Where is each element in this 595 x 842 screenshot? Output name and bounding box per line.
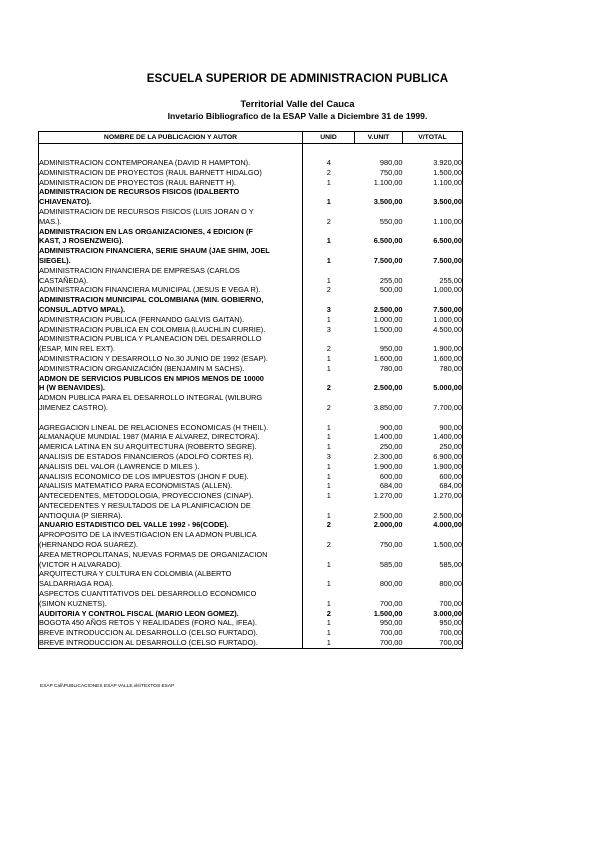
- publication-name-cell: ADMINISTRACION ORGANIZACIÓN (BENJAMIN M SACHS).: [39, 364, 303, 374]
- column-header-vunit: V.UNIT: [355, 132, 403, 144]
- publication-name-cell: ANALISIS DEL VALOR (LAWRENCE D MILES ).: [39, 462, 303, 472]
- publication-name-cell: (HERNANDO ROA SUAREZ).: [39, 540, 303, 550]
- table-row: [39, 491, 463, 501]
- vunit-cell: 3.500,00: [373, 197, 403, 207]
- publication-name-cell: ADMON PUBLICA PARA EL DESARROLLO INTEGRAL (WILBURG: [39, 393, 303, 403]
- publication-name-cell: ADMINISTRACION FINANCIERA MUNICIPAL (JESUS E VEGA R).: [39, 285, 303, 295]
- publication-name-cell: BOGOTA 450 AÑOS RETOS Y REALIDADES (FORO NAL, IFEA).: [39, 618, 303, 628]
- table-row: [39, 305, 463, 315]
- vtotal-cell: 950,00: [439, 618, 462, 628]
- vunit-cell: 3.850,00: [373, 402, 403, 412]
- table-row: [39, 599, 463, 609]
- publication-name-cell: ALMANAQUE MUNDIAL 1987 (MARIA E ALVAREZ, DIRECTORA).: [39, 432, 303, 442]
- publication-name-cell: ADMINISTRACION EN LAS ORGANIZACIONES, 4 EDICION (F: [39, 227, 303, 237]
- unid-cell: 1: [326, 255, 331, 265]
- unid-cell: [303, 227, 355, 237]
- vunit-cell: 2.000,00: [373, 520, 403, 530]
- vunit-cell: 1.600,00: [373, 353, 403, 363]
- publication-name-cell: BREVE INTRODUCCION AL DESARROLLO (CELSO FURTADO).: [39, 628, 303, 638]
- vunit-cell: 950,00: [379, 618, 403, 628]
- publication-name-cell: ADMINISTRACION DE RECURSOS FISICOS (IDALBERTO: [39, 187, 303, 197]
- table-row: [39, 462, 463, 472]
- vunit-cell: 1.400,00: [373, 432, 403, 442]
- unid-cell: 1: [326, 481, 331, 491]
- unid-cell: 2: [326, 216, 331, 226]
- publication-name-cell: AMERICA LATINA EN SU ARQUITECTURA (ROBERTO SEGRE).: [39, 442, 303, 452]
- vunit-cell: 2.300,00: [373, 451, 403, 461]
- vtotal-cell: [403, 334, 463, 344]
- vtotal-cell: 3.000,00: [433, 608, 462, 618]
- publication-name-cell: ADMINISTRACION DE PROYECTOS (RAUL BARNETT H).: [39, 178, 303, 188]
- vunit-cell: 255,00: [379, 275, 403, 285]
- vunit-cell: [355, 374, 403, 384]
- publication-name-cell: ADMINISTRACION Y DESARROLLO No.30 JUNIO DE 1992 (ESAP).: [39, 354, 303, 364]
- table-row: [39, 344, 463, 354]
- vunit-cell: 600,00: [379, 471, 403, 481]
- unid-cell: [303, 501, 355, 511]
- vtotal-cell: [403, 374, 463, 384]
- vunit-cell: 750,00: [379, 540, 403, 550]
- table-row: [39, 178, 463, 188]
- vunit-cell: [355, 227, 403, 237]
- vunit-cell: 1.000,00: [373, 314, 403, 324]
- table-row: [39, 569, 463, 579]
- vunit-cell: 700,00: [379, 638, 403, 648]
- table-row: [39, 168, 463, 178]
- publication-name-cell: ADMON DE SERVICIOS PUBLICOS EN MPIOS MENOS DE 10000: [39, 374, 303, 384]
- unid-cell: [303, 589, 355, 599]
- unid-cell: 1: [326, 314, 331, 324]
- vunit-cell: 2.500,00: [373, 383, 403, 393]
- table-row: [39, 364, 463, 374]
- publication-name-cell: ASPECTOS CUANTITATIVOS DEL DESARROLLO ECONOMICO: [39, 589, 303, 599]
- unid-cell: 1: [326, 197, 331, 207]
- table-row: [39, 481, 463, 491]
- unid-cell: 1: [326, 236, 331, 246]
- unid-cell: [303, 530, 355, 540]
- vunit-cell: [355, 187, 403, 197]
- publication-name-cell: ADMINISTRACION MUNICIPAL COLOMBIANA (MIN. GOBIERNO,: [39, 295, 303, 305]
- unid-cell: [303, 266, 355, 276]
- vtotal-cell: 1.100,00: [433, 216, 462, 226]
- vtotal-cell: 7.700,00: [433, 402, 462, 412]
- publication-name-cell: (VICTOR H ALVARADO).: [39, 560, 303, 570]
- unid-cell: 2: [326, 344, 331, 354]
- vunit-cell: [355, 589, 403, 599]
- vtotal-cell: 5.000,00: [433, 383, 462, 393]
- table-row: [39, 334, 463, 344]
- publication-name-cell: ADMINISTRACION PUBLICA (FERNANDO GALVIS GAITAN).: [39, 315, 303, 325]
- vunit-cell: 700,00: [379, 628, 403, 638]
- vtotal-cell: 3.920,00: [433, 158, 462, 167]
- vunit-cell: [355, 501, 403, 511]
- vtotal-cell: 1.000,00: [433, 285, 462, 295]
- unid-cell: 2: [326, 167, 331, 177]
- vtotal-cell: [403, 589, 463, 599]
- publication-name-cell: (ESAP, MIN REL EXT).: [39, 344, 303, 354]
- table-row: [39, 540, 463, 550]
- unid-cell: 2: [326, 285, 331, 295]
- vunit-cell: 980,00: [379, 158, 403, 167]
- publication-name-cell: ADMINISTRACION DE RECURSOS FISICOS (LUIS JORAN O Y: [39, 207, 303, 217]
- vunit-cell: 7.500,00: [373, 255, 403, 265]
- table-row: [39, 158, 463, 168]
- publication-name-cell: CONSUL.ADTVO MPAL).: [39, 305, 303, 315]
- publication-name-cell: APROPOSITO DE LA INVESTIGACION EN LA ADMON PUBLICA: [39, 530, 303, 540]
- vunit-cell: 2.500,00: [373, 304, 403, 314]
- vunit-cell: 750,00: [379, 167, 403, 177]
- document-description: Invetario Bibliografico de la ESAP Valle a Diciembre 31 de 1999.: [167, 111, 428, 121]
- table-gap-row: [39, 413, 463, 423]
- vunit-cell: [355, 393, 403, 403]
- vtotal-cell: 1.400,00: [433, 432, 462, 442]
- unid-cell: 1: [326, 177, 331, 187]
- table-row: [39, 511, 463, 521]
- vtotal-cell: 1.900,00: [433, 461, 462, 471]
- vtotal-cell: [403, 295, 463, 305]
- unid-cell: [303, 334, 355, 344]
- table-row: [39, 423, 463, 433]
- publication-name-cell: ANTIOQUIA (P SIERRA).: [39, 511, 303, 521]
- vunit-cell: 2.500,00: [373, 510, 403, 520]
- vtotal-cell: 2.500,00: [433, 510, 462, 520]
- unid-cell: [303, 246, 355, 256]
- unid-cell: 2: [326, 402, 331, 412]
- vtotal-cell: [403, 530, 463, 540]
- publication-name-cell: CASTAÑEDA).: [39, 276, 303, 286]
- vtotal-cell: 1.500,00: [433, 540, 462, 550]
- table-row: [39, 256, 463, 266]
- unid-cell: [303, 393, 355, 403]
- unid-cell: 3: [326, 451, 331, 461]
- table-row: [39, 638, 463, 648]
- vunit-cell: 780,00: [379, 363, 403, 373]
- vunit-cell: [355, 550, 403, 560]
- publication-name-cell: ANTECEDENTES Y RESULTADOS DE LA PLANIFICACION DE: [39, 501, 303, 511]
- publication-name-cell: ADMINISTRACION PUBLICA Y PLANEACION DEL DESARROLLO: [39, 334, 303, 344]
- vtotal-cell: 700,00: [439, 628, 462, 638]
- vunit-cell: 6.500,00: [373, 236, 403, 246]
- table-row: [39, 618, 463, 628]
- table-row: [39, 432, 463, 442]
- table-row: [39, 383, 463, 393]
- vunit-cell: 585,00: [379, 559, 403, 569]
- vtotal-cell: 4.500,00: [433, 324, 462, 334]
- vunit-cell: [355, 569, 403, 579]
- unid-cell: 1: [326, 491, 331, 501]
- publication-name-cell: CHIAVENATO).: [39, 197, 303, 207]
- unid-cell: 1: [326, 638, 331, 648]
- unid-cell: 2: [326, 520, 331, 530]
- table-row: [39, 530, 463, 540]
- vtotal-cell: 800,00: [439, 579, 462, 589]
- publication-name-cell: ANALISIS ECONOMICO DE LOS IMPUESTOS (JHON F DUE).: [39, 472, 303, 482]
- vtotal-cell: [403, 266, 463, 276]
- publication-name-cell: SALDARRIAGA ROA).: [39, 579, 303, 589]
- vunit-cell: 1.100,00: [373, 177, 403, 187]
- unid-cell: [303, 207, 355, 217]
- table-row: [39, 276, 463, 286]
- vtotal-cell: 250,00: [439, 442, 462, 452]
- unid-cell: [303, 187, 355, 197]
- unid-cell: 2: [326, 383, 331, 393]
- publication-name-cell: ADMINISTRACION FINANCIERA DE EMPRESAS (CARLOS: [39, 266, 303, 276]
- table-row: [39, 227, 463, 237]
- unid-cell: 1: [326, 628, 331, 638]
- vtotal-cell: 255,00: [439, 275, 462, 285]
- publication-name-cell: ADMINISTRACION PUBLICA EN COLOMBIA (LAUCHLIN CURRIE).: [39, 325, 303, 335]
- vunit-cell: [355, 246, 403, 256]
- vtotal-cell: 4.000,00: [433, 520, 462, 530]
- vtotal-cell: [403, 569, 463, 579]
- unid-cell: 4: [326, 158, 331, 167]
- table-row: [39, 246, 463, 256]
- column-header-name: NOMBRE DE LA PUBLICACION Y AUTOR: [39, 132, 303, 144]
- table-body: [39, 144, 463, 649]
- publication-name-cell: ARQUITECTURA Y CULTURA EN COLOMBIA (ALBERTO: [39, 569, 303, 579]
- unid-cell: 1: [326, 275, 331, 285]
- inventory-table: [38, 131, 463, 649]
- vtotal-cell: 7.500,00: [433, 304, 462, 314]
- column-header-unid: UNID: [303, 132, 355, 144]
- table-row: [39, 354, 463, 364]
- table-row: [39, 217, 463, 227]
- vunit-cell: 1.500,00: [373, 608, 403, 618]
- vunit-cell: 550,00: [379, 216, 403, 226]
- publication-name-cell: BREVE INTRODUCCION AL DESARROLLO (CELSO FURTADO).: [39, 638, 303, 648]
- publication-name-cell: AGREGACION LINEAL DE RELACIONES ECONOMICAS (H THEIL).: [39, 423, 303, 433]
- vtotal-cell: 6.500,00: [433, 236, 462, 246]
- table-row: [39, 609, 463, 619]
- vtotal-cell: [403, 393, 463, 403]
- vtotal-cell: [403, 227, 463, 237]
- table-row: [39, 550, 463, 560]
- table-row: [39, 266, 463, 276]
- vunit-cell: 900,00: [379, 422, 403, 432]
- unid-cell: 1: [326, 461, 331, 471]
- vunit-cell: 1.270,00: [373, 491, 403, 501]
- vtotal-cell: 900,00: [439, 422, 462, 432]
- publication-name-cell: ADMINISTRACION FINANCIERA, SERIE SHAUM (JAE SHIM, JOEL: [39, 246, 303, 256]
- vtotal-cell: 1.100,00: [433, 177, 462, 187]
- vtotal-cell: 780,00: [439, 363, 462, 373]
- vtotal-cell: 585,00: [439, 559, 462, 569]
- vtotal-cell: 1.500,00: [433, 167, 462, 177]
- table-row: [39, 579, 463, 589]
- vtotal-cell: 700,00: [439, 638, 462, 648]
- publication-name-cell: JIMENEZ CASTRO).: [39, 403, 303, 413]
- vunit-cell: [355, 530, 403, 540]
- vtotal-cell: [403, 550, 463, 560]
- unid-cell: 1: [326, 353, 331, 363]
- table-row: [39, 628, 463, 638]
- vunit-cell: 250,00: [379, 442, 403, 452]
- unid-cell: 1: [326, 422, 331, 432]
- vunit-cell: 1.500,00: [373, 324, 403, 334]
- unid-cell: 2: [326, 540, 331, 550]
- table-spacer-row: [39, 144, 463, 159]
- table-row: [39, 285, 463, 295]
- vtotal-cell: 1.900,00: [433, 344, 462, 354]
- vtotal-cell: [403, 246, 463, 256]
- publication-name-cell: ADMINISTRACION CONTEMPORANEA (DAVID R HAMPTON).: [39, 158, 303, 168]
- vtotal-cell: 1.270,00: [433, 491, 462, 501]
- vtotal-cell: 1.000,00: [433, 314, 462, 324]
- vunit-cell: [355, 334, 403, 344]
- publication-name-cell: ANTECEDENTES, METODOLOGIA, PROYECCIONES (CINAP).: [39, 491, 303, 501]
- unid-cell: [303, 569, 355, 579]
- publication-name-cell: ADMINISTRACION DE PROYECTOS (RAUL BARNETT HIDALGO): [39, 168, 303, 178]
- unid-cell: 1: [326, 363, 331, 373]
- publication-name-cell: AREA METROPOLITANAS, NUEVAS FORMAS DE ORGANIZACION: [39, 550, 303, 560]
- unid-cell: [303, 374, 355, 384]
- unid-cell: 1: [326, 442, 331, 452]
- table-row: [39, 442, 463, 452]
- table-row: [39, 472, 463, 482]
- document-subtitle: Territorial Valle del Cauca: [240, 98, 355, 109]
- vunit-cell: [355, 266, 403, 276]
- vunit-cell: [355, 207, 403, 217]
- table-header-row: [39, 132, 463, 144]
- table-row: [39, 520, 463, 530]
- table-row: [39, 589, 463, 599]
- table-row: [39, 187, 463, 197]
- unid-cell: 2: [326, 608, 331, 618]
- vtotal-cell: [403, 207, 463, 217]
- publication-name-cell: H (W BENAVIDES).: [39, 383, 303, 393]
- vunit-cell: 950,00: [379, 344, 403, 354]
- vtotal-cell: 600,00: [439, 471, 462, 481]
- table-row: [39, 560, 463, 570]
- table-row: [39, 403, 463, 413]
- table-row: [39, 295, 463, 305]
- unid-cell: 1: [326, 432, 331, 442]
- publication-name-cell: ANALISIS MATEMATICO PARA ECONOMISTAS (ALLEN).: [39, 481, 303, 491]
- vunit-cell: 684,00: [379, 481, 403, 491]
- table-row: [39, 197, 463, 207]
- publication-name-cell: KAST, J ROSENZWEIG).: [39, 236, 303, 246]
- vunit-cell: 1.900,00: [373, 461, 403, 471]
- publication-name-cell: (SIMON KUZNETS).: [39, 599, 303, 609]
- unid-cell: 3: [326, 304, 331, 314]
- column-header-vtotal: V/TOTAL: [403, 132, 463, 144]
- table-row: [39, 315, 463, 325]
- table-row: [39, 501, 463, 511]
- table-row: [39, 452, 463, 462]
- vtotal-cell: 7.500,00: [433, 255, 462, 265]
- vunit-cell: 500,00: [379, 285, 403, 295]
- vtotal-cell: 1.600,00: [433, 353, 462, 363]
- unid-cell: 1: [326, 618, 331, 628]
- vtotal-cell: [403, 501, 463, 511]
- vtotal-cell: 6.900,00: [433, 451, 462, 461]
- unid-cell: 1: [326, 510, 331, 520]
- document-title: ESCUELA SUPERIOR DE ADMINISTRACION PUBLICA: [146, 72, 449, 85]
- vunit-cell: [355, 295, 403, 305]
- table-row: [39, 374, 463, 384]
- vtotal-cell: [403, 187, 463, 197]
- unid-cell: 1: [326, 471, 331, 481]
- publication-name-cell: AUDITORIA Y CONTROL FISCAL (MARIO LEON GOMEZ).: [39, 609, 303, 619]
- unid-cell: 1: [326, 559, 331, 569]
- table-row: [39, 207, 463, 217]
- publication-name-cell: ANUARIO ESTADISTICO DEL VALLE 1992 - 96(CODE).: [39, 520, 303, 530]
- publication-name-cell: ANALISIS DE ESTADOS FINANCIEROS (ADOLFO CORTES R).: [39, 452, 303, 462]
- table-row: [39, 236, 463, 246]
- publication-name-cell: SIEGEL).: [39, 256, 303, 266]
- vtotal-cell: 684,00: [439, 481, 462, 491]
- unid-cell: 3: [326, 324, 331, 334]
- unid-cell: 1: [326, 598, 331, 608]
- vunit-cell: 700,00: [379, 598, 403, 608]
- table-row: [39, 393, 463, 403]
- unid-cell: 1: [326, 579, 331, 589]
- unid-cell: [303, 295, 355, 305]
- file-path-footer: ESAP Cali\PUBLICACIONES ESAP VALLE.xls\TEXTOS ESAP: [40, 684, 175, 689]
- vtotal-cell: 3.500,00: [433, 197, 462, 207]
- publication-name-cell: MAS.).: [39, 217, 303, 227]
- vtotal-cell: 700,00: [439, 598, 462, 608]
- vunit-cell: 800,00: [379, 579, 403, 589]
- unid-cell: [303, 550, 355, 560]
- table-row: [39, 325, 463, 335]
